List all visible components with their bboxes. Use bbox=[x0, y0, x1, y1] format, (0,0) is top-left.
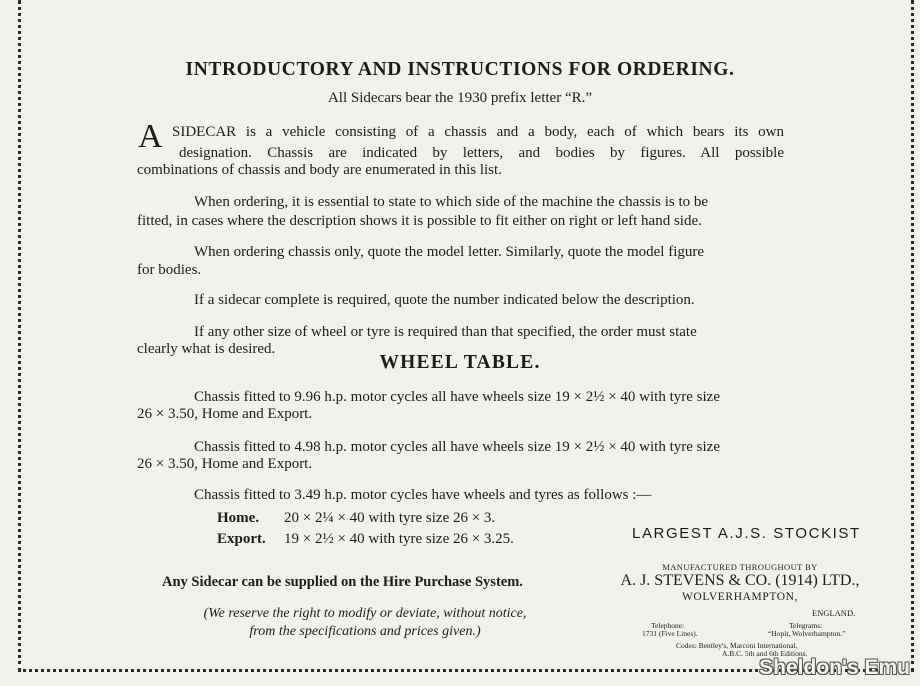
drop-cap: A bbox=[138, 118, 163, 155]
firm-city: WOLVERHAMPTON, bbox=[681, 591, 799, 603]
home-value: 20 × 2¼ × 40 with tyre size 26 × 3. bbox=[284, 510, 496, 526]
hire-purchase-note: Any Sidecar can be supplied on the Hire Purchase System. bbox=[162, 574, 523, 590]
intro-line-1: SIDECAR is a vehicle consisting of a chassis and a body, each of which bears its own bbox=[172, 124, 784, 140]
page-title: INTRODUCTORY AND INSTRUCTIONS FOR ORDERING. bbox=[185, 59, 735, 80]
complete-sidecar-line: If a sidecar complete is required, quote the number indicated below the description. bbox=[194, 292, 695, 308]
other-size-line-1: If any other size of wheel or tyre is required than that specified, the order must state bbox=[194, 324, 697, 340]
intro-line-3: combinations of chassis and body are enumerated in this list. bbox=[137, 162, 502, 178]
reservation-note bbox=[170, 605, 560, 641]
wheel-row-3-line: Chassis fitted to 3.49 h.p. motor cycles have wheels and tyres as follows :— bbox=[194, 487, 652, 503]
manufactured-by-label: MANUFACTURED THROUGHOUT BY bbox=[662, 562, 818, 572]
stockist-banner: LARGEST A.J.S. STOCKIST bbox=[632, 525, 861, 542]
home-label: Home. bbox=[217, 510, 260, 526]
ordering-side-line-2: fitted, in cases where the description shows it is possible to fit either on right or left hand side. bbox=[137, 213, 702, 229]
telegrams-address: “Hopit, Wolverhampton.” bbox=[768, 629, 846, 638]
firm-country: ENGLAND. bbox=[812, 608, 856, 618]
wheel-table-title: WHEEL TABLE. bbox=[379, 352, 541, 373]
wheel-row-1-line-2: 26 × 3.50, Home and Export. bbox=[137, 406, 313, 422]
chassis-only-line-2: for bodies. bbox=[137, 262, 202, 278]
reservation-note-line-2: from the specifications and prices given.) bbox=[249, 624, 481, 639]
prefix-note: All Sidecars bear the 1930 prefix letter “R.” bbox=[327, 90, 593, 106]
intro-line-2: designation. Chassis are indicated by letters, and bodies by figures. All possible bbox=[179, 145, 784, 161]
codes-line-1: Codes: Bentley's, Marconi International, bbox=[676, 641, 798, 650]
wheel-row-2-line-2: 26 × 3.50, Home and Export. bbox=[137, 456, 313, 472]
wheel-row-2-line-1: Chassis fitted to 4.98 h.p. motor cycles all have wheels size 19 × 2½ × 40 with tyre size bbox=[194, 439, 720, 455]
ordering-side-line-1: When ordering, it is essential to state to which side of the machine the chassis is to be bbox=[194, 194, 709, 210]
other-size-line-2: clearly what is desired. bbox=[137, 341, 276, 357]
telephone-label: Telephone: bbox=[651, 621, 685, 630]
export-label: Export. bbox=[217, 531, 266, 547]
watermark: Sheldon's Emu bbox=[759, 656, 910, 679]
wheel-row-1-line-1: Chassis fitted to 9.96 h.p. motor cycles all have wheels size 19 × 2½ × 40 with tyre size bbox=[194, 389, 720, 405]
codes-line-2: A.B.C. 5th and 6th Editions. bbox=[722, 649, 808, 658]
telephone-number: 1731 (Five Lines). bbox=[642, 629, 698, 638]
export-value: 19 × 2½ × 40 with tyre size 26 × 3.25. bbox=[284, 531, 514, 547]
firm-name: A. J. STEVENS & CO. (1914) LTD., bbox=[620, 572, 860, 589]
chassis-only-line-1: When ordering chassis only, quote the model letter. Similarly, quote the model figure bbox=[194, 244, 705, 260]
reservation-note-line-1: (We reserve the right to modify or deviate, without notice, bbox=[203, 606, 527, 621]
telegrams-label: Telegrams: bbox=[789, 621, 823, 630]
